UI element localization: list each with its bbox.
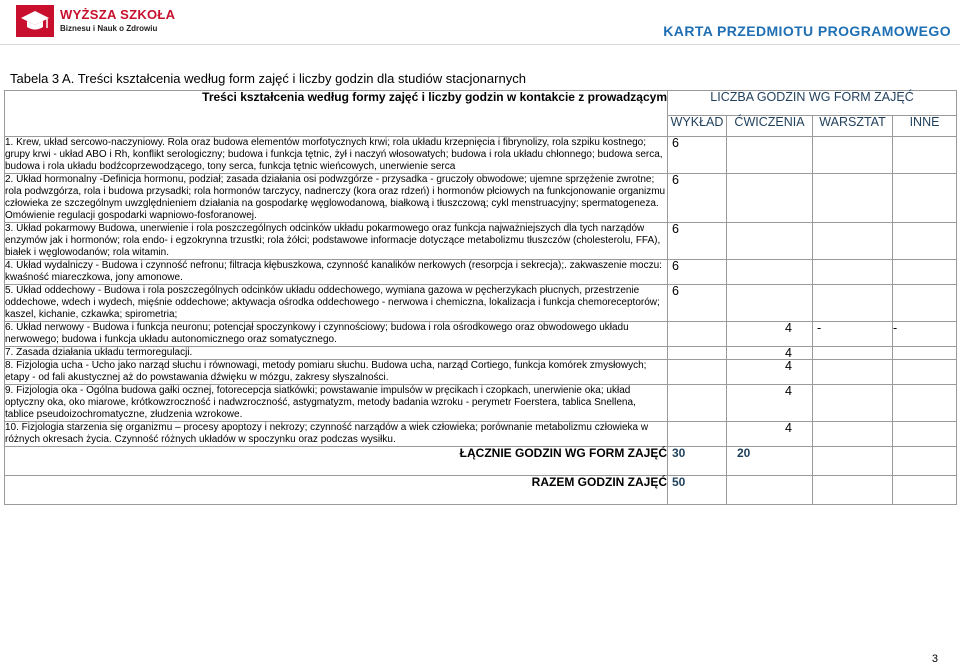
cwiczenia-hours: [727, 174, 813, 223]
cwiczenia-hours: [727, 223, 813, 260]
wyklad-hours: [668, 285, 727, 322]
warsztat-hours: [813, 360, 893, 385]
table-row: [5, 260, 957, 285]
sum-inne-empty: [893, 476, 957, 505]
warsztat-hours: [813, 322, 893, 347]
total-cwiczenia-value: 20: [737, 446, 751, 460]
wyklad-hours: [668, 347, 727, 360]
table-row: [5, 347, 957, 360]
warsztat-hours: [813, 422, 893, 447]
cwiczenia-hours-value: 4: [785, 421, 792, 435]
mortarboard-icon: [16, 5, 54, 37]
inne-hours: [893, 422, 957, 447]
warsztat-hours: [813, 174, 893, 223]
school-logo: [16, 5, 176, 39]
table-row: [5, 137, 957, 174]
cwiczenia-hours: [727, 137, 813, 174]
warsztat-hours: [813, 260, 893, 285]
topic-cell: 3. Układ pokarmowy Budowa, unerwienie i rola poszczególnych odcinków układu pokarmowego oraz funkcja najważniejszych dla tych narządów enzymów jak i hormonów; rola endo- i egzokrynna trzustki; rola żółci; podstawowe informacje dotyczące metabolizmu tłuszczów (cholesterolu, FFA), białek i węglowodanów; rola witamin.: [5, 223, 668, 260]
wyklad-hours: [668, 360, 727, 385]
inne-hours: [893, 285, 957, 322]
column-header-wyklad: WYKŁAD: [668, 116, 727, 137]
cwiczenia-hours: [727, 285, 813, 322]
table-row: [5, 322, 957, 347]
total-warsztat: [813, 447, 893, 476]
cwiczenia-hours-value: 4: [785, 384, 792, 398]
logo-subtitle: Biznesu i Nauk o Zdrowiu: [60, 24, 158, 33]
warsztat-hours: [813, 137, 893, 174]
sum-hours-row: [5, 476, 957, 505]
wyklad-hours-value: 6: [672, 284, 679, 298]
wyklad-hours: [668, 260, 727, 285]
table-row: [5, 422, 957, 447]
column-header-cwiczenia: ĆWICZENIA: [727, 116, 813, 137]
total-cwiczenia: [727, 447, 813, 476]
topic-cell: 8. Fizjologia ucha - Ucho jako narząd słuchu i równowagi, metody pomiaru słuchu. Budowa ucha, narząd Cortiego, funkcja komórek zmysłowych; etapy - od fali akustycznej aż do powstawania dźwięku w mózgu, zakresy słyszalności.: [5, 360, 668, 385]
content-table: [4, 90, 957, 505]
wyklad-hours: [668, 422, 727, 447]
topic-cell: 2. Układ hormonalny -Definicja hormonu, podział; zasada działania osi podwzgórze - przysadka - gruczoły obwodowe; ujemne sprzężenie zwrotne; rola podwzgórza, rola i budowa przysadki; rola hormonów tarczycy, nadnerczy (kora oraz rdzeń) i hormonów płciowych na funkcjonowanie organizmu człowieka ze szczególnym uwzględnieniem działania na gospodarkę węglowodanową, białkową i tłuszczową; cykl menstruacyjny; spermatogeneza. Omówienie regulacji gospodarki wapniowo-fosforanowej.: [5, 174, 668, 223]
cwiczenia-hours-value: 4: [785, 321, 792, 335]
wyklad-hours-value: 6: [672, 173, 679, 187]
wyklad-hours: [668, 322, 727, 347]
cwiczenia-hours-value: 4: [785, 346, 792, 360]
cwiczenia-hours: [727, 347, 813, 360]
hours-group-header: LICZBA GODZIN WG FORM ZAJĘĆ: [668, 91, 957, 116]
inne-hours: [893, 347, 957, 360]
sum-hours: [668, 476, 727, 505]
table-row: [5, 285, 957, 322]
topic-cell: 7. Zasada działania układu termoregulacji.: [5, 347, 668, 360]
inne-hours: [893, 174, 957, 223]
topic-cell: 9. Fizjologia oka - Ogólna budowa gałki ocznej, fotorecepcja siatkówki; powstawanie impulsów w pręcikach i czopkach, unerwienie oka; układ optyczny oka, oko miarowe, krótkowzroczność i nadwzroczność, astygmatyzm, metody badania wzroku - perymetr Foerstera, tablica Snellena, tablice pseudoizochromatyczne, złudzenia wzrokowe.: [5, 385, 668, 422]
warsztat-hours: [813, 285, 893, 322]
inne-hours: [893, 385, 957, 422]
warsztat-hours: [813, 347, 893, 360]
cwiczenia-hours: [727, 260, 813, 285]
topic-cell: 1. Krew, układ sercowo-naczyniowy. Rola oraz budowa elementów morfotycznych krwi; rola układu krzepnięcia i fibrynolizy, rola szpiku kostnego; grupy krwi - układ ABO i Rh, konflikt serologiczny; budowa i funkcja tętnic, żył i naczyń włosowatych; budowa i rola układu chłonnego; budowa serca, budowa i rola układu bodźcoprzewodzącego, tony serca, funkcja tętnic wieńcowych, unerwienie serca: [5, 137, 668, 174]
inne-hours: [893, 260, 957, 285]
topic-cell: 5. Układ oddechowy - Budowa i rola poszczególnych odcinków układu oddechowego, wymiana gazowa w pęcherzykach płucnych, przestrzenie oddechowe, wdech i wydech, mięśnie oddechowe; aktywacja ośrodka oddechowego - nerwowa i chemiczna, lokalizacja i funkcja chemoreceptorów; kaszel, kichanie, czkawka; spirometria;: [5, 285, 668, 322]
topic-cell: 4. Układ wydalniczy - Budowa i czynność nefronu; filtracja kłębuszkowa, czynność kanalików nerkowych (resorpcja i sekrecja);. zakwaszenie moczu: kwaśność miareczkowa, jony amonowe.: [5, 260, 668, 285]
warsztat-hours: [813, 223, 893, 260]
logo-name: WYŻSZA SZKOŁA: [60, 7, 176, 22]
total-wyklad: [668, 447, 727, 476]
wyklad-hours-value: 6: [672, 222, 679, 236]
header-divider: [0, 44, 960, 45]
cwiczenia-hours: [727, 360, 813, 385]
document-title: KARTA PRZEDMIOTU PROGRAMOWEGO: [663, 23, 951, 39]
total-inne: [893, 447, 957, 476]
cwiczenia-hours: [727, 422, 813, 447]
page-number: 3: [931, 653, 938, 665]
sum-cwiczenia-empty: [727, 476, 813, 505]
wyklad-hours: [668, 385, 727, 422]
cwiczenia-hours: [727, 322, 813, 347]
sum-warsztat-empty: [813, 476, 893, 505]
inne-hours-value: -: [893, 321, 898, 335]
total-wyklad-value: 30: [672, 446, 686, 460]
table-caption: Tabela 3 A. Treści kształcenia według form zajęć i liczby godzin dla studiów stacjonarnych: [10, 71, 526, 86]
table-row: [5, 223, 957, 260]
total-hours-row: [5, 447, 957, 476]
sum-hours-value: 50: [672, 475, 686, 489]
wyklad-hours: [668, 137, 727, 174]
wyklad-hours-value: 6: [672, 259, 679, 273]
topic-cell: 6. Układ nerwowy - Budowa i funkcja neuronu; potencjał spoczynkowy i czynnościowy; budowa i rola ośrodkowego oraz obwodowego układu nerwowego; budowa i funkcja układu autonomicznego oraz somatycznego.: [5, 322, 668, 347]
cwiczenia-hours: [727, 385, 813, 422]
table-header-row: [5, 91, 957, 116]
content-column-header: Treści kształcenia według formy zajęć i liczby godzin w kontakcie z prowadzącym: [5, 91, 668, 137]
table-row: [5, 385, 957, 422]
sum-hours-label: RAZEM GODZIN ZAJĘĆ: [5, 476, 668, 505]
table-row: [5, 174, 957, 223]
cwiczenia-hours-value: 4: [785, 359, 792, 373]
wyklad-hours-value: 6: [672, 136, 679, 150]
inne-hours: [893, 322, 957, 347]
warsztat-hours-value: -: [817, 321, 822, 335]
table-row: [5, 360, 957, 385]
wyklad-hours: [668, 223, 727, 260]
inne-hours: [893, 223, 957, 260]
inne-hours: [893, 360, 957, 385]
topic-cell: 10. Fizjologia starzenia się organizmu – procesy apoptozy i nekrozy; czynność narządów a wiek człowieka; porównanie metabolizmu człowieka w różnych okresach życia. Czynność różnych układów w spoczynku oraz podczas wysiłku.: [5, 422, 668, 447]
inne-hours: [893, 137, 957, 174]
warsztat-hours: [813, 385, 893, 422]
wyklad-hours: [668, 174, 727, 223]
column-header-inne: INNE: [893, 116, 957, 137]
column-header-warsztat: WARSZTAT: [813, 116, 893, 137]
total-hours-label: ŁĄCZNIE GODZIN WG FORM ZAJĘĆ: [5, 447, 668, 476]
